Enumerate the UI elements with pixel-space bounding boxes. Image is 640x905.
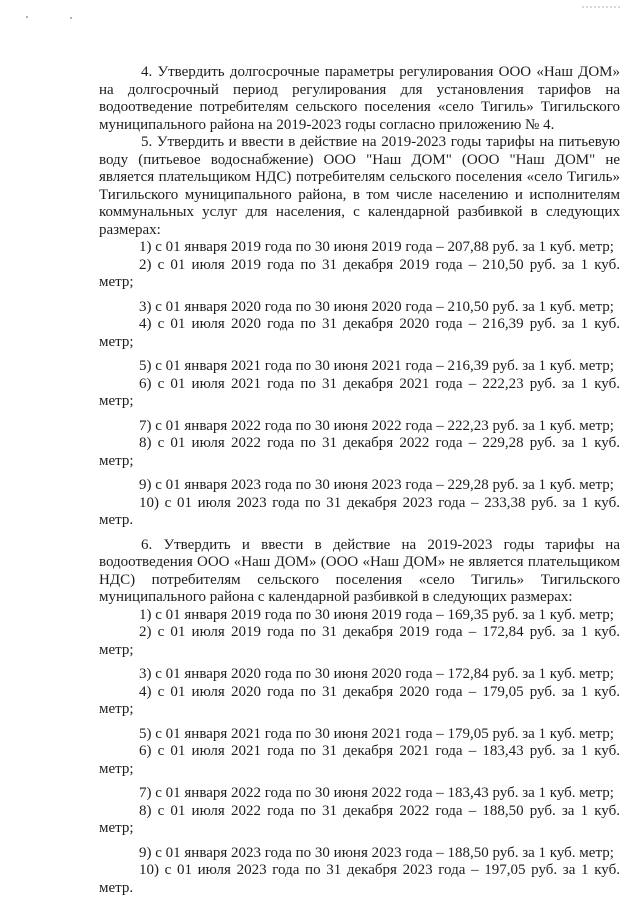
list-item: 10) с 01 июля 2023 года по 31 декабря 2023 года – 233,38 руб. за 1 куб. метр. (99, 494, 620, 528)
list-item: 7) с 01 января 2022 года по 30 июня 2022 года – 183,43 руб. за 1 куб. метр; (139, 785, 614, 801)
document-body (99, 64, 620, 897)
list-item: 2) с 01 июля 2019 года по 31 декабря 2019 года – 172,84 руб. за 1 куб. метр; (99, 624, 620, 658)
list-item: 5) с 01 января 2021 года по 30 июня 2021 года – 216,39 руб. за 1 куб. метр; (139, 358, 614, 374)
list-item: 1) с 01 января 2019 года по 30 июня 2019 года – 207,88 руб. за 1 куб. метр; (139, 239, 614, 255)
list-item: 2) с 01 июля 2019 года по 31 декабря 2019 года – 210,50 руб. за 1 куб. метр; (99, 256, 620, 290)
list-item: 9) с 01 января 2023 года по 30 июня 2023 года – 229,28 руб. за 1 куб. метр; (139, 477, 614, 493)
water-tariff-list (99, 239, 620, 530)
list-item: 8) с 01 июля 2022 года по 31 декабря 2022 года – 188,50 руб. за 1 куб. метр; (99, 802, 620, 836)
list-item: 6) с 01 июля 2021 года по 31 декабря 2021 года – 183,43 руб. за 1 куб. метр; (99, 743, 620, 777)
list-item: 7) с 01 января 2022 года по 30 июня 2022 года – 222,23 руб. за 1 куб. метр; (139, 417, 614, 434)
sewage-tariff-list (99, 607, 620, 898)
list-item: 3) с 01 января 2020 года по 30 июня 2020 года – 210,50 руб. за 1 куб. метр; (139, 298, 614, 315)
paragraph-4: 4. Утвердить долгосрочные параметры регулирования ООО «Наш ДОМ» на долгосрочный период регулирования для установления тарифов на водоотведение потребителям сельского поселения «село Тигиль» Тигильского муниципального района на 2019-2023 годы согласно приложению № 4. (99, 64, 620, 133)
list-item: 8) с 01 июля 2022 года по 31 декабря 2022 года – 229,28 руб. за 1 куб. метр; (99, 435, 620, 469)
paragraph-5: 5. Утвердить и ввести в действие на 2019-2023 годы тарифы на питьевую воду (питьевое водоснабжение) ООО "Наш ДОМ" (ООО "Наш ДОМ" не является плательщиком НДС) потребителям сельского поселения «село Тигиль» Тигильского муниципального района, в том числе населению и исполнителям коммунальных услуг для населения, с календарной разбивкой в следующих размерах: (99, 134, 620, 238)
paragraph-6: 6. Утвердить и ввести в действие на 2019-2023 годы тарифы на водоотведения ООО «Наш ДОМ» (ООО «Наш ДОМ» не является плательщиком НДС) потребителям сельского поселения «село Тигиль» Тигильского муниципального района с календарной разбивкой в следующих размерах: (99, 536, 620, 605)
list-item: 10) с 01 июля 2023 года по 31 декабря 2023 года – 197,05 руб. за 1 куб. метр. (99, 862, 620, 896)
scan-speck (70, 17, 72, 19)
list-item: 4) с 01 июля 2020 года по 31 декабря 2020 года – 179,05 руб. за 1 куб. метр; (99, 683, 620, 717)
list-item: 1) с 01 января 2019 года по 30 июня 2019 года – 169,35 руб. за 1 куб. метр; (139, 606, 614, 623)
list-item: 9) с 01 января 2023 года по 30 июня 2023 года – 188,50 руб. за 1 куб. метр; (139, 844, 614, 861)
scan-speck (26, 16, 28, 18)
scan-artifact-mark (582, 6, 622, 8)
list-item: 4) с 01 июля 2020 года по 31 декабря 2020 года – 216,39 руб. за 1 куб. метр; (99, 316, 620, 350)
list-item: 5) с 01 января 2021 года по 30 июня 2021 года – 179,05 руб. за 1 куб. метр; (139, 725, 614, 742)
list-item: 6) с 01 июля 2021 года по 31 декабря 2021 года – 222,23 руб. за 1 куб. метр; (99, 375, 620, 409)
list-item: 3) с 01 января 2020 года по 30 июня 2020 года – 172,84 руб. за 1 куб. метр; (139, 666, 614, 682)
